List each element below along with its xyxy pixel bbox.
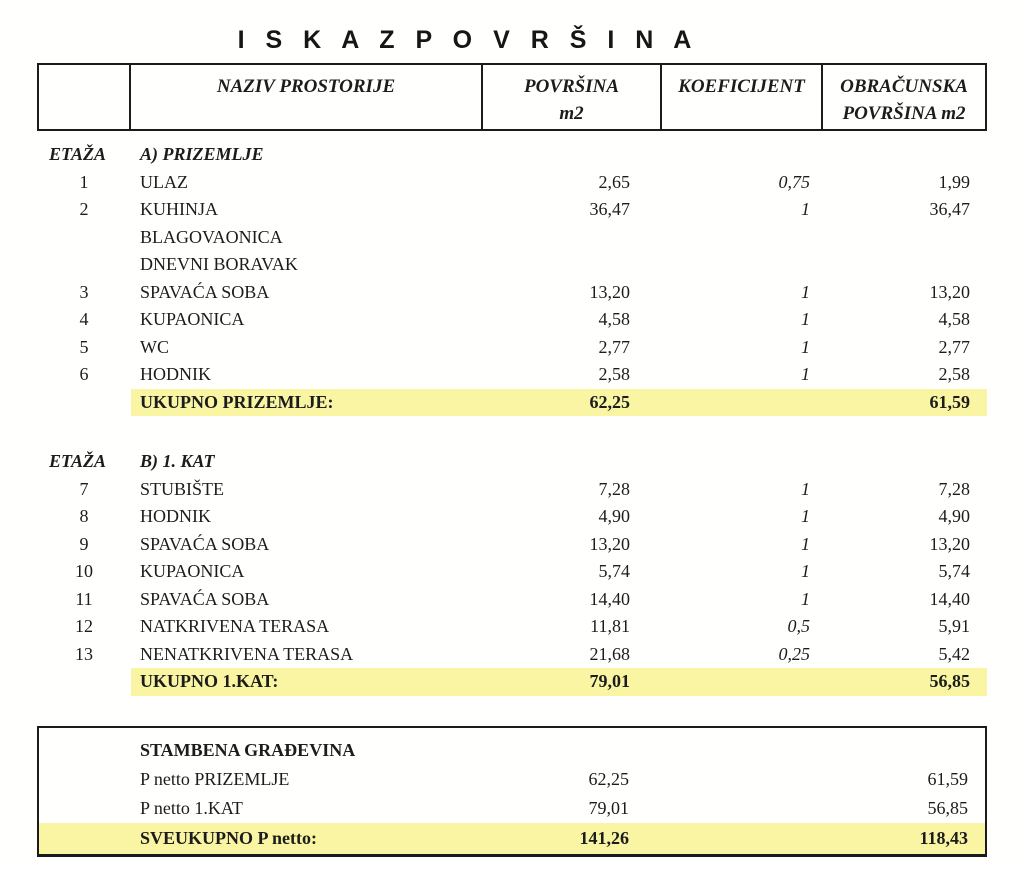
cell-coefficient xyxy=(662,794,823,823)
header-room-name-label: NAZIV PROSTORIJE xyxy=(216,76,396,97)
summary-row-label: P netto PRIZEMLJE xyxy=(140,768,290,789)
cell-area xyxy=(484,448,663,476)
header-calculated-unit: POVRŠINA m2 xyxy=(842,103,966,124)
cell-area: 13,20 xyxy=(589,533,630,554)
cell-coefficient xyxy=(663,448,824,476)
table-row xyxy=(37,251,987,279)
grand-total-row xyxy=(39,823,985,854)
cell-calculated-area: 13,20 xyxy=(929,281,970,302)
cell-coefficient: 0,75 xyxy=(778,171,810,192)
cell-room-name: STUBIŠTE xyxy=(140,478,225,499)
cell-row-number: 1 xyxy=(79,171,89,192)
cell-coefficient: 1 xyxy=(801,561,810,581)
table-row xyxy=(37,586,987,614)
cell-area: 2,77 xyxy=(598,336,630,357)
cell-area xyxy=(484,141,663,169)
cell-row-number: 13 xyxy=(75,643,93,664)
cell-row-number xyxy=(39,765,131,794)
total-calculated-area: 61,59 xyxy=(824,389,987,417)
cell-area: 2,58 xyxy=(598,364,630,384)
cell-area: 5,74 xyxy=(598,561,630,581)
summary-row-label: P netto 1.KAT xyxy=(140,797,243,818)
cell-coefficient: 1 xyxy=(801,364,810,384)
table-row xyxy=(37,503,987,531)
cell-room-name: KUHINJA xyxy=(140,199,218,219)
cell-room-name: NATKRIVENA TERASA xyxy=(140,616,330,636)
cell-row-number: 5 xyxy=(79,336,89,357)
table-row xyxy=(37,641,987,669)
summary-row xyxy=(39,794,985,823)
cell-coefficient: 1 xyxy=(801,281,810,302)
cell-room-name: WC xyxy=(140,336,169,357)
table-row xyxy=(37,361,987,389)
cell-room-name: DNEVNI BORAVAK xyxy=(140,254,298,274)
total-label: UKUPNO PRIZEMLJE: xyxy=(131,389,484,417)
summary-box xyxy=(37,726,987,857)
header-calculated-label: OBRAČUNSKA xyxy=(840,76,968,97)
cell-calculated-area: 14,40 xyxy=(929,588,970,609)
cell-row-number: 4 xyxy=(79,309,89,329)
cell-row-number: 8 xyxy=(79,506,89,526)
cell-area: 7,28 xyxy=(598,478,630,499)
cell-calculated-area: 1,99 xyxy=(938,171,970,192)
cell-calculated-area: 4,90 xyxy=(938,506,970,526)
cell-calculated-area: 5,42 xyxy=(938,643,970,664)
cell-calculated-area: 2,77 xyxy=(938,336,970,357)
cell-room-name: SPAVAĆA SOBA xyxy=(140,281,270,302)
cell-row-number: 9 xyxy=(79,533,89,554)
cell-row-number: 6 xyxy=(79,364,89,384)
cell-calculated-area: 5,91 xyxy=(938,616,970,636)
cell-calculated-area xyxy=(824,141,987,169)
table-row xyxy=(37,306,987,334)
page-title: I S K A Z P O V R Š I N A xyxy=(237,26,699,54)
header-coefficient-label: KOEFICIJENT xyxy=(678,76,805,97)
cell-area xyxy=(484,224,663,252)
cell-calculated-area: 13,20 xyxy=(929,533,970,554)
cell-row-number xyxy=(37,389,131,417)
header-cell-area xyxy=(483,65,662,129)
cell-row-number xyxy=(39,823,131,854)
summary-row xyxy=(39,765,985,794)
grand-total-area: 141,26 xyxy=(483,823,662,854)
summary-row-calculated-area: 56,85 xyxy=(927,797,968,818)
header-area-unit: m2 xyxy=(559,103,584,124)
cell-coefficient xyxy=(663,389,824,417)
table-row xyxy=(37,531,987,559)
cell-area: 14,40 xyxy=(589,588,630,609)
grand-total-calculated-area: 118,43 xyxy=(823,823,985,854)
cell-row-number xyxy=(37,251,131,279)
summary-row-area: 62,25 xyxy=(588,768,629,789)
cell-calculated-area xyxy=(823,736,985,765)
total-row-prizemlje xyxy=(37,389,987,417)
cell-row-number xyxy=(37,668,131,696)
header-cell-calculated-area xyxy=(823,65,985,129)
cell-coefficient xyxy=(663,224,824,252)
cell-coefficient: 1 xyxy=(801,588,810,609)
header-cell-room-name xyxy=(131,65,483,129)
table-row xyxy=(37,169,987,197)
cell-calculated-area: 36,47 xyxy=(929,199,970,219)
cell-calculated-area: 4,58 xyxy=(938,309,970,329)
total-label: UKUPNO 1.KAT: xyxy=(131,668,484,696)
section-prvi-kat xyxy=(37,448,987,696)
table-row xyxy=(37,476,987,504)
cell-row-number: 12 xyxy=(75,616,93,636)
cell-coefficient: 0,5 xyxy=(787,616,810,636)
cell-area: 13,20 xyxy=(589,281,630,302)
cell-room-name: HODNIK xyxy=(140,506,211,526)
summary-heading-row xyxy=(39,736,985,765)
section-heading-row xyxy=(37,141,987,169)
cell-row-number: 10 xyxy=(75,561,93,581)
cell-row-number: 11 xyxy=(75,588,93,609)
cell-area xyxy=(484,251,663,279)
cell-area: 36,47 xyxy=(589,199,630,219)
table-row xyxy=(37,224,987,252)
summary-heading: STAMBENA GRAĐEVINA xyxy=(140,739,356,760)
table-row xyxy=(37,196,987,224)
cell-row-number xyxy=(39,794,131,823)
cell-coefficient: 1 xyxy=(801,533,810,554)
cell-coefficient xyxy=(663,141,824,169)
section-prizemlje xyxy=(37,141,987,416)
cell-room-name: BLAGOVAONICA xyxy=(140,226,283,247)
cell-calculated-area xyxy=(824,224,987,252)
total-area: 62,25 xyxy=(484,389,663,417)
cell-room-name: SPAVAĆA SOBA xyxy=(140,533,270,554)
table-row xyxy=(37,613,987,641)
table-row xyxy=(37,279,987,307)
cell-row-number xyxy=(37,224,131,252)
cell-area: 21,68 xyxy=(589,643,630,664)
cell-area: 4,58 xyxy=(598,309,630,329)
cell-coefficient xyxy=(663,668,824,696)
grand-total-label: SVEUKUPNO P netto: xyxy=(131,823,483,854)
cell-area: 11,81 xyxy=(590,616,630,636)
header-area-label: POVRŠINA xyxy=(523,76,620,97)
etaza-label: ETAŽA xyxy=(49,144,107,164)
cell-coefficient xyxy=(662,823,823,854)
cell-room-name: NENATKRIVENA TERASA xyxy=(140,643,354,664)
cell-room-name: KUPAONICA xyxy=(140,561,245,581)
summary-row-area: 79,01 xyxy=(588,797,629,818)
cell-coefficient xyxy=(663,251,824,279)
section-heading-row xyxy=(37,448,987,476)
cell-area: 4,90 xyxy=(598,506,630,526)
cell-coefficient: 1 xyxy=(801,309,810,329)
cell-calculated-area xyxy=(824,448,987,476)
cell-calculated-area: 7,28 xyxy=(938,478,970,499)
cell-room-name: SPAVAĆA SOBA xyxy=(140,588,270,609)
summary-row-calculated-area: 61,59 xyxy=(927,768,968,789)
cell-coefficient: 1 xyxy=(801,199,810,219)
cell-calculated-area: 2,58 xyxy=(938,364,970,384)
cell-row-number xyxy=(39,736,131,765)
table-row xyxy=(37,334,987,362)
cell-room-name: ULAZ xyxy=(140,171,188,192)
cell-room-name: HODNIK xyxy=(140,364,211,384)
cell-calculated-area xyxy=(824,251,987,279)
cell-row-number: 3 xyxy=(79,281,89,302)
table-row xyxy=(37,558,987,586)
cell-coefficient: 0,25 xyxy=(778,643,810,664)
cell-row-number: 2 xyxy=(79,199,89,219)
cell-coefficient xyxy=(662,736,823,765)
cell-coefficient: 1 xyxy=(801,478,810,499)
table-header xyxy=(37,63,987,131)
etaza-label: ETAŽA xyxy=(49,451,107,471)
cell-calculated-area: 5,74 xyxy=(938,561,970,581)
section-title: A) PRIZEMLJE xyxy=(140,144,264,164)
cell-room-name: KUPAONICA xyxy=(140,309,245,329)
section-title: B) 1. KAT xyxy=(140,451,215,471)
cell-coefficient: 1 xyxy=(801,336,810,357)
total-area: 79,01 xyxy=(484,668,663,696)
cell-area xyxy=(483,736,662,765)
header-cell-empty xyxy=(39,65,131,129)
total-calculated-area: 56,85 xyxy=(824,668,987,696)
cell-row-number: 7 xyxy=(79,478,89,499)
header-cell-coefficient xyxy=(662,65,823,129)
cell-coefficient: 1 xyxy=(801,506,810,526)
cell-coefficient xyxy=(662,765,823,794)
total-row-prvi-kat xyxy=(37,668,987,696)
cell-area: 2,65 xyxy=(598,171,630,192)
